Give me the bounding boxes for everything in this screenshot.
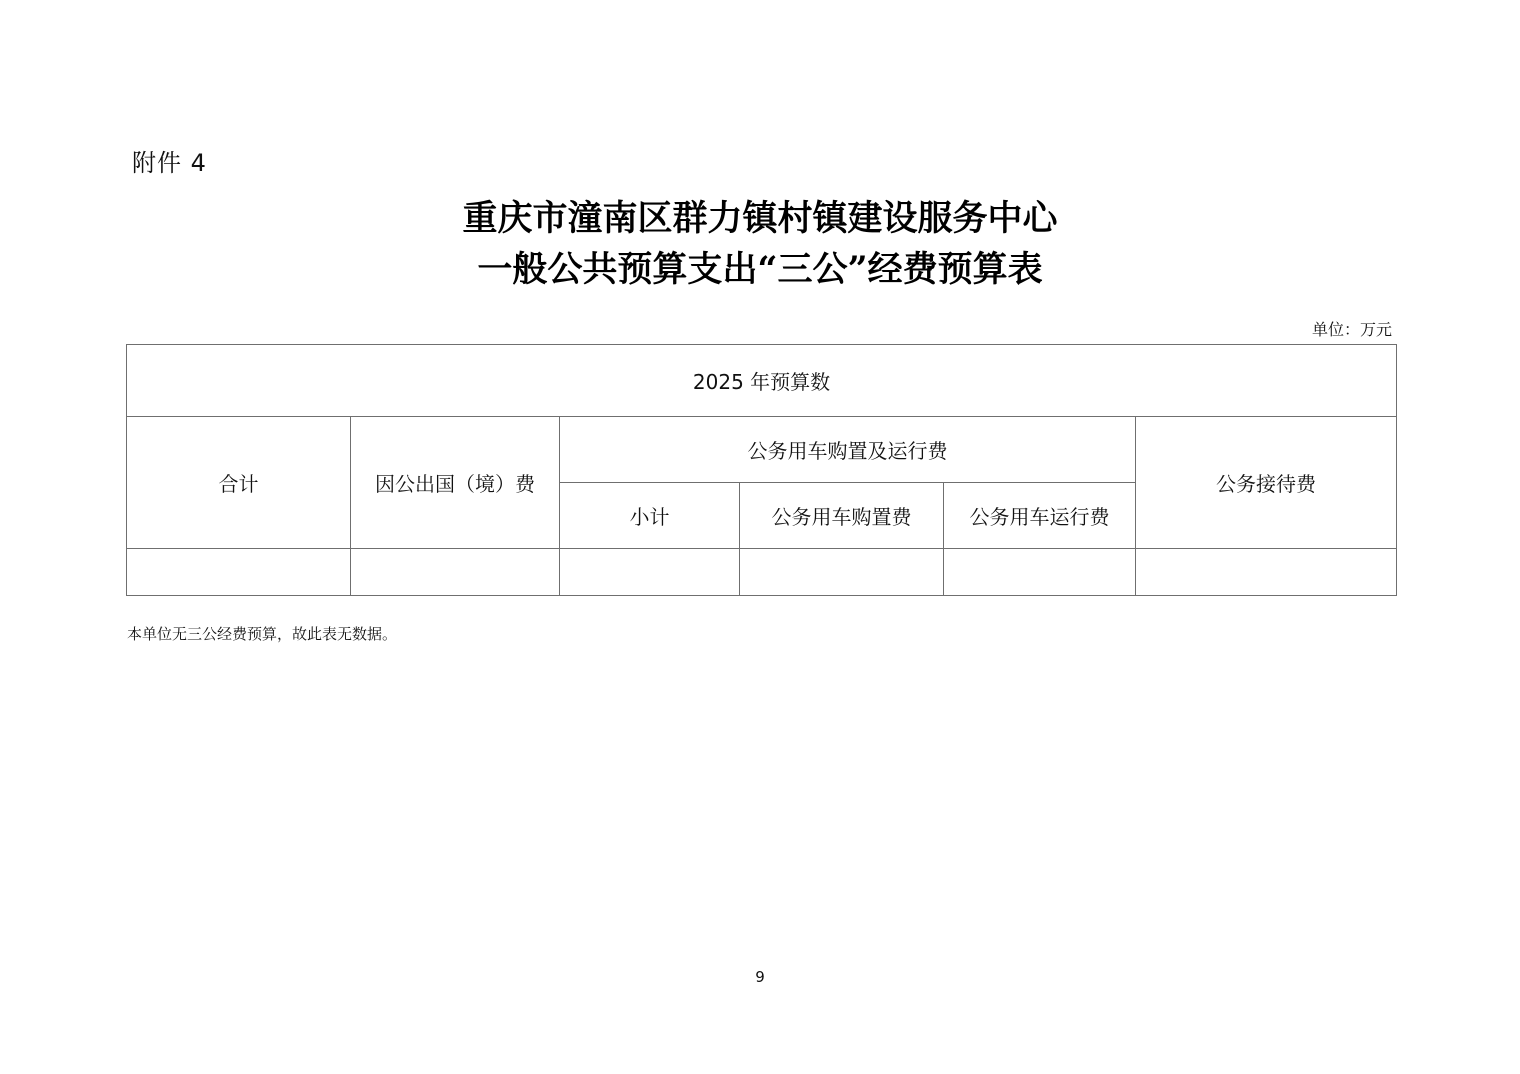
document-title-line-1: 重庆市潼南区群力镇村镇建设服务中心: [462, 198, 1058, 239]
cell-subtotal: [560, 549, 740, 596]
table-row: [127, 549, 1397, 596]
table-column-header-row: [127, 417, 1397, 483]
header-total: 合计: [127, 417, 351, 549]
header-abroad-expense: 因公出国（境）费: [351, 417, 560, 549]
header-vehicle-operation: 公务用车运行费: [944, 483, 1136, 549]
cell-vehicle-purchase: [740, 549, 944, 596]
header-subtotal: 小计: [560, 483, 740, 549]
table-header-row: [127, 345, 1397, 417]
header-vehicle-purchase: 公务用车购置费: [740, 483, 944, 549]
cell-reception-expense: [1136, 549, 1397, 596]
document-title-line-2: 一般公共预算支出“三公”经费预算表: [477, 249, 1043, 290]
header-vehicle-group: 公务用车购置及运行费: [560, 417, 1136, 483]
cell-abroad-expense: [351, 549, 560, 596]
table-note: 本单位无三公经费预算，故此表无数据。: [127, 625, 398, 643]
attachment-label: 附件 4: [132, 149, 207, 177]
unit-label: 单位：万元: [1311, 320, 1392, 339]
page-number: 9: [755, 968, 765, 986]
cell-total: [127, 549, 351, 596]
header-year-budget: 2025 年预算数: [127, 345, 1397, 417]
cell-vehicle-operation: [944, 549, 1136, 596]
header-reception-expense: 公务接待费: [1136, 417, 1397, 549]
budget-table: [126, 344, 1397, 596]
